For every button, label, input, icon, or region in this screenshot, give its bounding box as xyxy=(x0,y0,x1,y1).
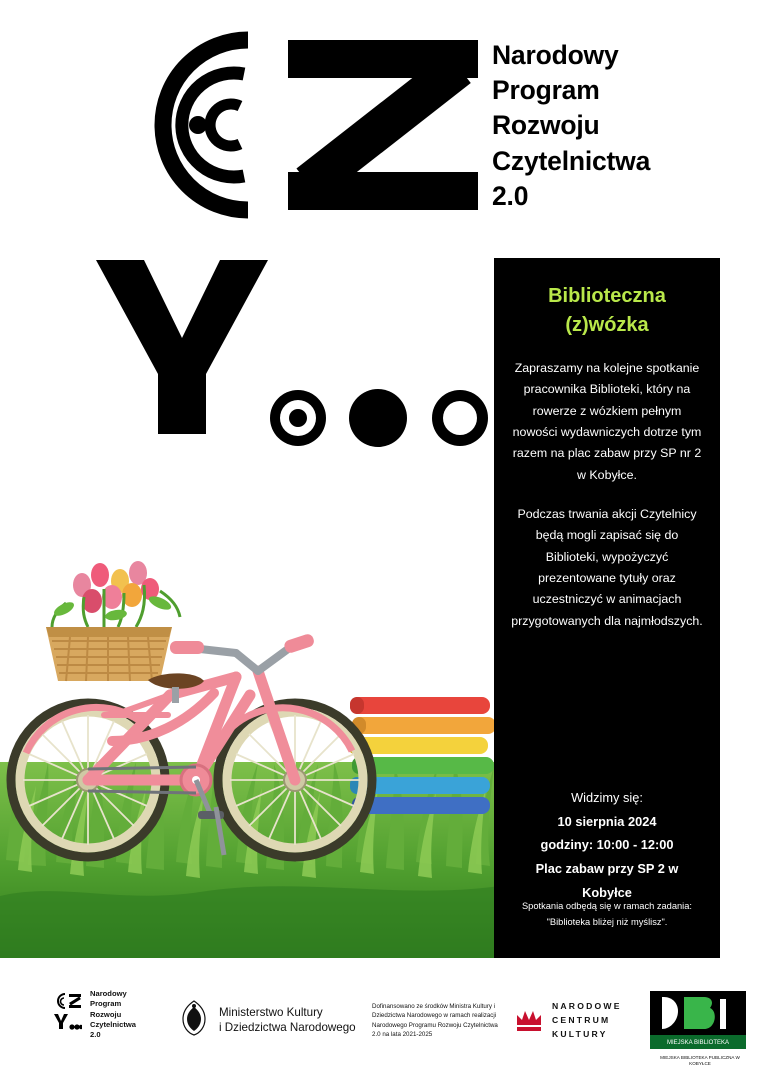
npr-small-mark-icon xyxy=(52,992,82,1037)
footer-nck-text xyxy=(552,999,622,1042)
event-note xyxy=(512,898,702,931)
event-note-line-1: Spotkania odbędą się w ramach zadania: xyxy=(521,901,693,911)
page-title xyxy=(492,38,742,214)
event-date: 10 sierpnia 2024 xyxy=(557,813,657,829)
event-note-line-2: "Biblioteka bliżej niż myślisz". xyxy=(546,917,668,928)
footer-ministry-text xyxy=(219,1006,356,1035)
footer-nck-line-3: KULTURY xyxy=(552,1029,608,1040)
bicycle-illustration xyxy=(0,545,500,960)
nck-crown-icon xyxy=(514,1003,544,1038)
panel-title-line-1: Biblioteczna xyxy=(548,285,666,307)
title-line-2: Program xyxy=(492,75,600,106)
footer-npr-line-1: Narodowy xyxy=(90,989,127,998)
footer-library-name: MIEJSKA BIBLIOTEKA PUBLICZNA W KOBYŁCE xyxy=(660,1055,740,1066)
footer-nck-line-1: NARODOWE xyxy=(552,1001,622,1011)
title-line-4: Czytelnictwa xyxy=(492,145,651,176)
footer-npr-line-3: Rozwoju xyxy=(90,1009,122,1019)
event-hours: godziny: 10:00 - 12:00 xyxy=(540,837,674,853)
npr-logo-mark xyxy=(48,22,478,227)
basket-with-flowers xyxy=(46,561,180,681)
event-place: Plac zabaw przy SP 2 w Kobyłce xyxy=(535,861,679,900)
footer-ministry-line-2: i Dziedzictwa Narodowego xyxy=(219,1020,356,1034)
panel-paragraph-1: Zapraszamy na kolejne spotkanie pracownika Biblioteki, który na rowerze z wózkiem pełnym nowości wydawniczych dotrze tym razem na plac zabaw przy SP nr 2 w Kobyłce. xyxy=(512,361,702,482)
footer-library-logo xyxy=(650,991,750,1067)
footer-nck-logo xyxy=(514,999,634,1042)
panel-title xyxy=(510,282,704,340)
event-when-label: Widzimy się: xyxy=(571,790,643,805)
info-panel xyxy=(494,258,720,958)
panel-title-line-2: (z)wózka xyxy=(565,314,649,336)
footer-financing-text: Dofinansowano ze środków Ministra Kultury i Dziedzictwa Narodowego w ramach realizacji Narodowego Programu Rozwoju Czytelnictwa 2.0 na lata 2021-2025 xyxy=(372,1003,498,1038)
title-line-3: Rozwoju xyxy=(492,110,600,141)
event-details xyxy=(510,786,704,904)
footer-npr-logo xyxy=(52,989,182,1040)
title-line-5: 2.0 xyxy=(492,180,529,211)
footer-ministry-line-1: Ministerstwo Kultury xyxy=(219,1006,323,1020)
panel-paragraph-2: Podczas trwania akcji Czytelnicy będą mogli zapisać się do Biblioteki, wypożyczyć prezentowane tytuły oraz uczestniczyć w animacjach przygotowanych dla najmłodszych. xyxy=(511,506,703,628)
title-line-1: Narodowy xyxy=(492,40,619,70)
footer-npr-line-4: Czytelnictwa xyxy=(90,1019,136,1029)
polish-eagle-emblem-icon xyxy=(178,999,210,1042)
footer-ministry-logo xyxy=(178,999,378,1042)
poster-footer xyxy=(0,975,764,1080)
footer-npr-text xyxy=(90,989,136,1040)
footer-nck-line-2: CENTRUM xyxy=(552,1015,611,1026)
svg-text:MIEJSKA BIBLIOTEKA: MIEJSKA BIBLIOTEKA xyxy=(666,1040,730,1046)
poster-header xyxy=(0,0,764,250)
npr-logo-y-mark xyxy=(48,252,488,452)
footer-npr-line-5: 2.0 xyxy=(90,1030,101,1039)
footer-npr-line-2: Program xyxy=(90,999,122,1009)
